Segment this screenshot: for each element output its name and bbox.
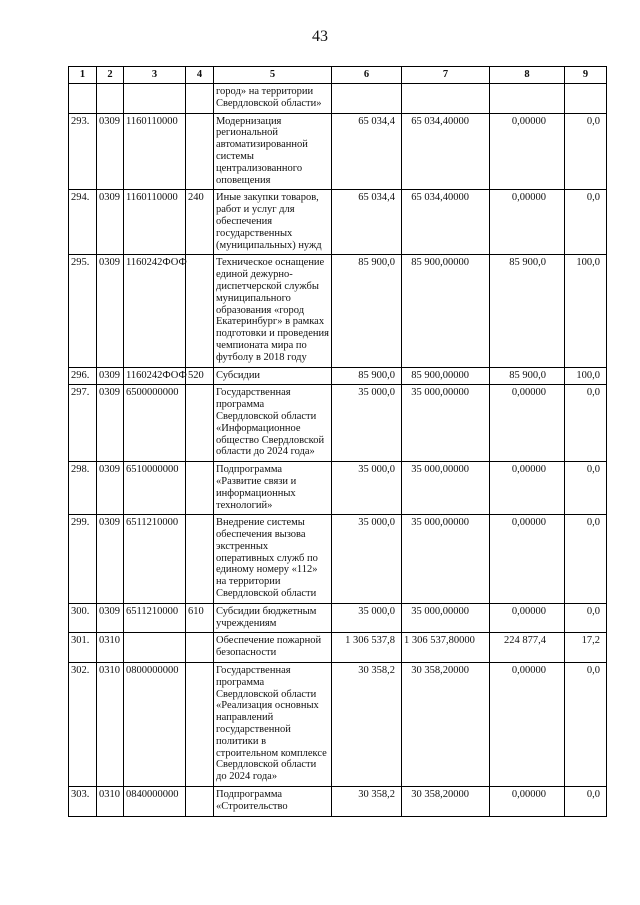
section-code: 0309 — [97, 367, 124, 385]
execution-percent: 0,0 — [565, 787, 607, 817]
target-code: 6510000000 — [124, 462, 186, 515]
table-row — [69, 190, 607, 255]
item-name: Иные закупки товаров, работ и услуг для обеспечения государственных (муниципальных) нужд — [214, 190, 332, 255]
planned-amount: 65 034,4 — [332, 113, 402, 190]
executed-amount: 0,00000 — [490, 190, 565, 255]
approved-amount: 30 358,20000 — [402, 787, 490, 817]
expense-type — [186, 633, 214, 663]
section-code — [97, 84, 124, 114]
target-code: 1160242ФОФ — [124, 367, 186, 385]
column-header: 3 — [124, 67, 186, 84]
table-row — [69, 663, 607, 787]
table-row — [69, 84, 607, 114]
table-row — [69, 255, 607, 367]
column-header: 6 — [332, 67, 402, 84]
row-number — [69, 84, 97, 114]
expense-type — [186, 255, 214, 367]
expense-type: 240 — [186, 190, 214, 255]
row-number: 297. — [69, 385, 97, 462]
section-code: 0309 — [97, 515, 124, 604]
planned-amount: 35 000,0 — [332, 603, 402, 633]
planned-amount: 65 034,4 — [332, 190, 402, 255]
execution-percent: 100,0 — [565, 255, 607, 367]
row-number: 299. — [69, 515, 97, 604]
executed-amount: 0,00000 — [490, 515, 565, 604]
planned-amount: 30 358,2 — [332, 787, 402, 817]
executed-amount: 85 900,0 — [490, 255, 565, 367]
executed-amount: 0,00000 — [490, 603, 565, 633]
planned-amount: 30 358,2 — [332, 663, 402, 787]
execution-percent: 0,0 — [565, 603, 607, 633]
executed-amount: 0,00000 — [490, 787, 565, 817]
column-header: 4 — [186, 67, 214, 84]
row-number: 302. — [69, 663, 97, 787]
table-row — [69, 515, 607, 604]
row-number: 298. — [69, 462, 97, 515]
item-name: Техническое оснащение единой дежурно-диспетчерской службы муниципального образования «город Екатеринбург» в рамках подготовки и проведения чемпионата мира по футболу в 2018 году — [214, 255, 332, 367]
section-code: 0310 — [97, 787, 124, 817]
section-code: 0309 — [97, 603, 124, 633]
target-code: 1160110000 — [124, 190, 186, 255]
execution-percent: 17,2 — [565, 633, 607, 663]
executed-amount: 0,00000 — [490, 663, 565, 787]
expense-type — [186, 787, 214, 817]
item-name: Модернизация региональной автоматизированной системы централизованного оповещения — [214, 113, 332, 190]
execution-percent: 0,0 — [565, 663, 607, 787]
page-number: 43 — [312, 28, 328, 45]
approved-amount: 65 034,40000 — [402, 190, 490, 255]
approved-amount: 85 900,00000 — [402, 255, 490, 367]
section-code: 0309 — [97, 190, 124, 255]
column-header: 1 — [69, 67, 97, 84]
column-header: 8 — [490, 67, 565, 84]
expense-type: 610 — [186, 603, 214, 633]
item-name: Внедрение системы обеспечения вызова экстренных оперативных служб по единому номеру «112» на территории Свердловской области — [214, 515, 332, 604]
column-header: 9 — [565, 67, 607, 84]
section-code: 0309 — [97, 255, 124, 367]
expense-type — [186, 462, 214, 515]
expense-type — [186, 663, 214, 787]
planned-amount: 1 306 537,8 — [332, 633, 402, 663]
approved-amount: 35 000,00000 — [402, 462, 490, 515]
execution-percent: 0,0 — [565, 385, 607, 462]
expense-type — [186, 515, 214, 604]
approved-amount: 65 034,40000 — [402, 113, 490, 190]
column-header: 5 — [214, 67, 332, 84]
table-row — [69, 787, 607, 817]
section-code: 0310 — [97, 633, 124, 663]
row-number: 293. — [69, 113, 97, 190]
executed-amount: 0,00000 — [490, 462, 565, 515]
table-row — [69, 113, 607, 190]
execution-percent: 0,0 — [565, 462, 607, 515]
section-code: 0309 — [97, 462, 124, 515]
approved-amount: 85 900,00000 — [402, 367, 490, 385]
target-code — [124, 633, 186, 663]
expense-type — [186, 113, 214, 190]
table-row — [69, 462, 607, 515]
target-code: 6511210000 — [124, 515, 186, 604]
approved-amount: 35 000,00000 — [402, 515, 490, 604]
column-header: 2 — [97, 67, 124, 84]
item-name: Обеспечение пожарной безопасности — [214, 633, 332, 663]
item-name: Субсидии — [214, 367, 332, 385]
target-code: 1160242ФОФ — [124, 255, 186, 367]
planned-amount: 35 000,0 — [332, 515, 402, 604]
row-number: 294. — [69, 190, 97, 255]
target-code: 6511210000 — [124, 603, 186, 633]
item-name: Подпрограмма «Строительство — [214, 787, 332, 817]
item-name: Подпрограмма «Развитие связи и информационных технологий» — [214, 462, 332, 515]
target-code: 1160110000 — [124, 113, 186, 190]
execution-percent: 100,0 — [565, 367, 607, 385]
executed-amount: 85 900,0 — [490, 367, 565, 385]
execution-percent: 0,0 — [565, 515, 607, 604]
executed-amount: 0,00000 — [490, 113, 565, 190]
expense-type — [186, 385, 214, 462]
row-number: 295. — [69, 255, 97, 367]
target-code — [124, 84, 186, 114]
planned-amount: 85 900,0 — [332, 367, 402, 385]
approved-amount — [402, 84, 490, 114]
executed-amount: 224 877,4 — [490, 633, 565, 663]
approved-amount: 30 358,20000 — [402, 663, 490, 787]
approved-amount: 35 000,00000 — [402, 603, 490, 633]
item-name: Государственная программа Свердловской области «Реализация основных направлений государственной политики в строительном комплексе Свердловской области до 2024 года» — [214, 663, 332, 787]
approved-amount: 35 000,00000 — [402, 385, 490, 462]
header-row — [69, 67, 607, 84]
planned-amount: 35 000,0 — [332, 462, 402, 515]
execution-percent: 0,0 — [565, 190, 607, 255]
item-name: Субсидии бюджетным учреждениям — [214, 603, 332, 633]
section-code: 0309 — [97, 113, 124, 190]
planned-amount: 85 900,0 — [332, 255, 402, 367]
section-code: 0310 — [97, 663, 124, 787]
execution-percent: 0,0 — [565, 113, 607, 190]
executed-amount: 0,00000 — [490, 385, 565, 462]
budget-table — [68, 66, 607, 817]
column-header: 7 — [402, 67, 490, 84]
item-name: Государственная программа Свердловской области «Информационное общество Свердловской области до 2024 года» — [214, 385, 332, 462]
target-code: 6500000000 — [124, 385, 186, 462]
target-code: 0800000000 — [124, 663, 186, 787]
row-number: 296. — [69, 367, 97, 385]
executed-amount — [490, 84, 565, 114]
section-code: 0309 — [97, 385, 124, 462]
row-number: 301. — [69, 633, 97, 663]
target-code: 0840000000 — [124, 787, 186, 817]
planned-amount: 35 000,0 — [332, 385, 402, 462]
planned-amount — [332, 84, 402, 114]
row-number: 303. — [69, 787, 97, 817]
execution-percent — [565, 84, 607, 114]
expense-type — [186, 84, 214, 114]
table-row — [69, 367, 607, 385]
table-row — [69, 385, 607, 462]
approved-amount: 1 306 537,80000 — [402, 633, 490, 663]
expense-type: 520 — [186, 367, 214, 385]
item-name: город» на территории Свердловской области» — [214, 84, 332, 114]
table-row — [69, 633, 607, 663]
table-row — [69, 603, 607, 633]
row-number: 300. — [69, 603, 97, 633]
